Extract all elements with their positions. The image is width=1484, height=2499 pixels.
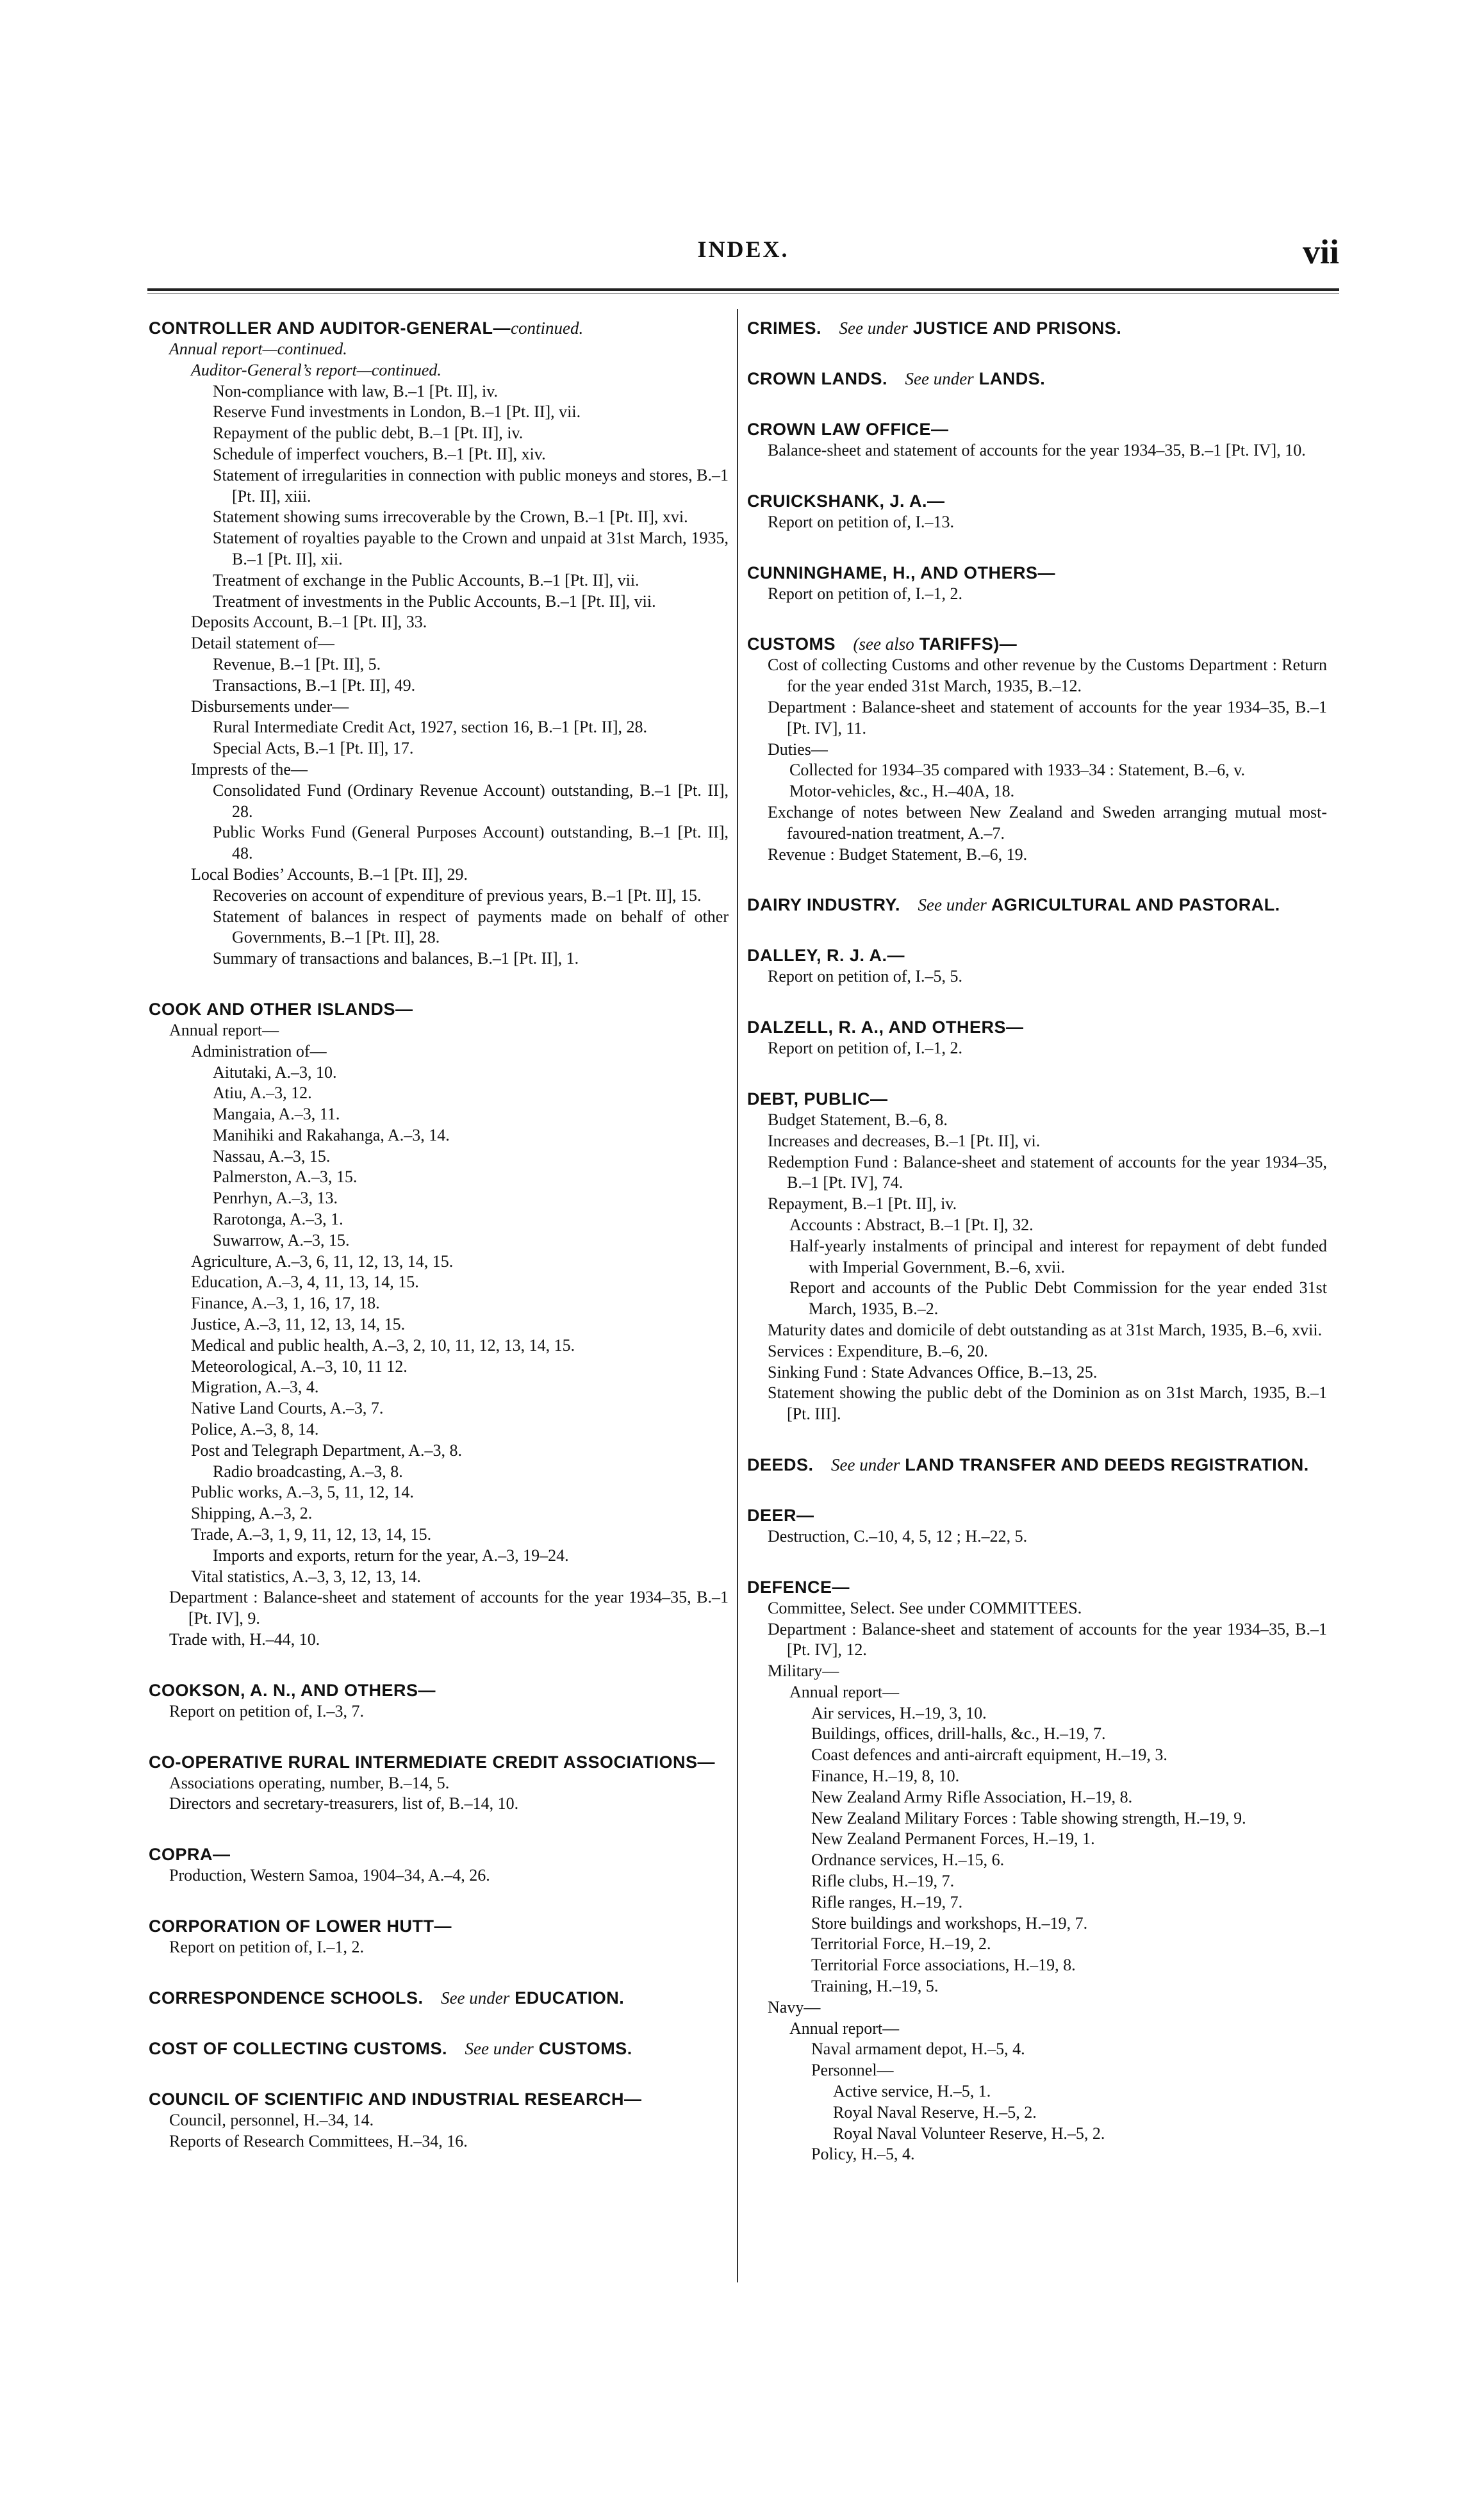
index-heading	[149, 999, 729, 1020]
index-heading	[149, 1752, 729, 1773]
index-heading	[747, 1505, 1327, 1526]
index-subentry: Statement showing the public debt of the Dominion as on 31st March, 1935, B.–1 [Pt. III].	[768, 1383, 1327, 1424]
index-subentry: Navy—	[768, 1997, 821, 2017]
index-heading	[747, 318, 1327, 339]
index-entry	[747, 1017, 1327, 1059]
index-subentry: Police, A.–3, 8, 14.	[191, 1420, 319, 1439]
index-subentry: Statement of irregularities in connection with public moneys and stores, B.–1 [Pt. II], xiii.	[213, 465, 729, 506]
index-subentry: Post and Telegraph Department, A.–3, 8.	[191, 1440, 463, 1460]
index-subentry: Revenue : Budget Statement, B.–6, 19.	[768, 845, 1028, 864]
index-subentry: Annual report—	[789, 2018, 900, 2038]
index-column-right	[747, 318, 1327, 2195]
index-subentry: Half-yearly instalments of principal and interest for repayment of debt funded with Imperial Government, B.–6, xvii.	[789, 1236, 1327, 1276]
index-entry	[149, 1680, 729, 1722]
index-entry	[149, 1752, 729, 1815]
index-subentry: Local Bodies’ Accounts, B.–1 [Pt. II], 29.	[191, 864, 468, 884]
index-subentry: Finance, H.–19, 8, 10.	[811, 1767, 960, 1786]
index-heading	[149, 318, 729, 339]
index-subentry: Vital statistics, A.–3, 3, 12, 13, 14.	[191, 1567, 421, 1586]
index-subentry: Associations operating, number, B.–14, 5.	[169, 1773, 450, 1792]
index-subentry: Imports and exports, return for the year, A.–3, 19–24.	[213, 1546, 569, 1565]
index-heading-text: CROWN LANDS.	[747, 369, 887, 388]
index-subentry: Detail statement of—	[191, 634, 334, 653]
index-heading	[149, 1988, 729, 2009]
index-subentry: Policy, H.–5, 4.	[811, 2145, 915, 2164]
index-heading-text: CONTROLLER AND AUDITOR-GENERAL—	[149, 318, 511, 338]
index-subentry: Buildings, offices, drill-halls, &c., H.–19, 7.	[811, 1724, 1106, 1744]
index-heading	[747, 945, 1327, 966]
index-heading	[747, 634, 1327, 655]
index-subentry: Balance-sheet and statement of accounts for the year 1934–35, B.–1 [Pt. IV], 10.	[768, 441, 1306, 459]
index-subentry: Radio broadcasting, A.–3, 8.	[213, 1462, 403, 1481]
index-heading	[747, 895, 1327, 916]
header-rule	[147, 288, 1339, 291]
index-subentry: Annual report—	[789, 1682, 900, 1701]
index-subentry: Repayment, B.–1 [Pt. II], iv.	[768, 1194, 957, 1214]
index-subentry: Non-compliance with law, B.–1 [Pt. II], iv.	[213, 381, 499, 400]
index-entry	[747, 318, 1327, 339]
index-subentry: Report on petition of, I.–13.	[768, 512, 955, 531]
index-subentry: Territorial Force associations, H.–19, 8.	[811, 1956, 1076, 1975]
index-subentry: Repayment of the public debt, B.–1 [Pt. II], iv.	[213, 424, 524, 443]
index-subentry: Store buildings and workshops, H.–19, 7.	[811, 1913, 1088, 1933]
index-subentry: Directors and secretary-treasurers, list of, B.–14, 10.	[169, 1794, 519, 1813]
index-heading-text: CO-OPERATIVE RURAL INTERMEDIATE CREDIT ASSOCIATIONS—	[149, 1752, 716, 1772]
index-subentry: Sinking Fund : State Advances Office, B.–13, 25.	[768, 1362, 1098, 1381]
index-subentry: Trade with, H.–44, 10.	[169, 1630, 320, 1649]
index-subentry: Military—	[768, 1662, 839, 1681]
index-subentry: Report on petition of, I.–1, 2.	[768, 1039, 963, 1058]
index-subentry: Native Land Courts, A.–3, 7.	[191, 1399, 384, 1418]
index-heading-text: COOKSON, A. N., AND OTHERS—	[149, 1680, 436, 1700]
index-subentry: Department : Balance-sheet and statement of accounts for the year 1934–35, B.–1 [Pt. IV], 12.	[768, 1619, 1327, 1660]
index-subentry: Penrhyn, A.–3, 13.	[213, 1189, 338, 1208]
index-subentry: Rarotonga, A.–3, 1.	[213, 1210, 343, 1229]
index-subentry: Royal Naval Reserve, H.–5, 2.	[833, 2102, 1037, 2122]
index-heading-text: CROWN LAW OFFICE—	[747, 420, 949, 439]
index-entry	[747, 1089, 1327, 1425]
index-subentry: Revenue, B.–1 [Pt. II], 5.	[213, 654, 381, 673]
cross-reference-note: See under	[831, 1455, 900, 1474]
index-subentry: Statement of royalties payable to the Crown and unpaid at 31st March, 1935, B.–1 [Pt. II], xii.	[213, 529, 729, 568]
index-subentry: Maturity dates and domicile of debt outstanding as at 31st March, 1935, B.–6, xvii.	[768, 1320, 1323, 1339]
index-heading-text: CRIMES.	[747, 318, 822, 338]
index-subentry: Annual report—	[169, 1020, 279, 1039]
index-subentry: Air services, H.–19, 3, 10.	[811, 1703, 987, 1722]
index-subentry: Duties—	[768, 739, 828, 759]
index-subentry: Migration, A.–3, 4.	[191, 1378, 319, 1397]
index-heading	[149, 1844, 729, 1865]
index-heading-text: CORPORATION OF LOWER HUTT—	[149, 1917, 452, 1936]
index-subentry: Justice, A.–3, 11, 12, 13, 14, 15.	[191, 1315, 406, 1334]
index-heading	[149, 2089, 729, 2110]
index-subentry: Transactions, B.–1 [Pt. II], 49.	[213, 675, 416, 695]
index-subentry: Report and accounts of the Public Debt Commission for the year ended 31st March, 1935, B.–2.	[789, 1278, 1327, 1319]
index-entry	[747, 563, 1327, 605]
cross-reference-target: EDUCATION.	[515, 1988, 625, 2008]
index-entry	[747, 634, 1327, 865]
index-heading-text: CORRESPONDENCE SCHOOLS.	[149, 1988, 424, 2008]
index-subentry: Agriculture, A.–3, 6, 11, 12, 13, 14, 15.	[191, 1251, 454, 1271]
index-heading-text: COST OF COLLECTING CUSTOMS.	[149, 2038, 448, 2058]
index-subentry: Rural Intermediate Credit Act, 1927, section 16, B.–1 [Pt. II], 28.	[213, 718, 648, 737]
index-heading-text: CUNNINGHAME, H., AND OTHERS—	[747, 563, 1056, 582]
index-subentry: Committee, Select. See under COMMITTEES.	[768, 1598, 1082, 1617]
index-heading-text: DEFENCE—	[747, 1577, 850, 1597]
index-subentry: Increases and decreases, B.–1 [Pt. II], vi.	[768, 1131, 1041, 1150]
index-subentry: Meteorological, A.–3, 10, 11 12.	[191, 1357, 408, 1376]
index-heading-text: COUNCIL OF SCIENTIFIC AND INDUSTRIAL RESEARCH—	[149, 2089, 642, 2109]
index-entry	[149, 2038, 729, 2059]
index-subentry: Naval armament depot, H.–5, 4.	[811, 2040, 1025, 2059]
index-subentry: Atiu, A.–3, 12.	[213, 1084, 312, 1103]
index-heading-text: DALZELL, R. A., AND OTHERS—	[747, 1018, 1024, 1037]
index-subentry: Ordnance services, H.–15, 6.	[811, 1851, 1005, 1870]
index-entry	[747, 419, 1327, 461]
index-entry	[149, 999, 729, 1651]
index-entry	[747, 491, 1327, 533]
index-subentry: Motor-vehicles, &c., H.–40A, 18.	[789, 782, 1015, 801]
cross-reference-note: See under	[441, 1988, 510, 2008]
index-heading	[149, 1680, 729, 1701]
cross-reference-target: LANDS.	[978, 369, 1046, 388]
index-subentry: Destruction, C.–10, 4, 5, 12 ; H.–22, 5.	[768, 1526, 1028, 1546]
index-subentry: Finance, A.–3, 1, 16, 17, 18.	[191, 1294, 380, 1313]
index-subentry: Shipping, A.–3, 2.	[191, 1504, 313, 1523]
index-subentry: Department : Balance-sheet and statement of accounts for the year 1934–35, B.–1 [Pt. IV], 9.	[169, 1588, 729, 1628]
cross-reference-note: See under	[918, 895, 987, 915]
index-subentry: Schedule of imperfect vouchers, B.–1 [Pt. II], xiv.	[213, 444, 546, 463]
cross-reference-note: See under	[839, 318, 908, 338]
cross-reference-target: TARIFFS)—	[919, 634, 1018, 654]
index-subentry: Rifle ranges, H.–19, 7.	[811, 1892, 963, 1911]
index-heading	[747, 1577, 1327, 1598]
index-subentry: Statement showing sums irrecoverable by the Crown, B.–1 [Pt. II], xvi.	[213, 507, 688, 527]
index-subentry: Annual report—continued.	[169, 340, 347, 358]
cross-reference-note: See under	[465, 2038, 534, 2058]
index-subentry: Exchange of notes between New Zealand and Sweden arranging mutual most-favoured-nation treatment, A.–7.	[768, 802, 1327, 843]
index-entry	[747, 1505, 1327, 1547]
index-subentry: Collected for 1934–35 compared with 1933–34 : Statement, B.–6, v.	[789, 761, 1246, 780]
index-column-left	[149, 318, 729, 2181]
index-heading	[747, 419, 1327, 440]
header-rule-thin	[147, 293, 1339, 294]
index-subentry: Recoveries on account of expenditure of previous years, B.–1 [Pt. II], 15.	[213, 886, 702, 905]
index-subentry: Budget Statement, B.–6, 8.	[768, 1110, 948, 1129]
index-entry	[149, 1988, 729, 2009]
index-subentry: Report on petition of, I.–1, 2.	[768, 584, 963, 603]
index-entry	[747, 1577, 1327, 2166]
page-title: INDEX.	[697, 236, 789, 262]
index-subentry: Report on petition of, I.–5, 5.	[768, 967, 963, 986]
index-subentry: Coast defences and anti-aircraft equipment, H.–19, 3.	[811, 1745, 1167, 1765]
cross-reference-target: JUSTICE AND PRISONS.	[912, 318, 1122, 338]
index-subentry: Deposits Account, B.–1 [Pt. II], 33.	[191, 613, 427, 632]
index-subentry: Treatment of exchange in the Public Accounts, B.–1 [Pt. II], vii.	[213, 570, 639, 590]
index-heading	[747, 1455, 1327, 1476]
cross-reference-target: CUSTOMS.	[538, 2038, 632, 2058]
index-subentry: Nassau, A.–3, 15.	[213, 1146, 331, 1166]
index-entry	[149, 1844, 729, 1886]
index-subentry: Reserve Fund investments in London, B.–1 [Pt. II], vii.	[213, 402, 581, 422]
index-heading	[747, 1017, 1327, 1038]
index-subentry: Department : Balance-sheet and statement of accounts for the year 1934–35, B.–1 [Pt. IV], 11.	[768, 697, 1327, 738]
index-subentry: Active service, H.–5, 1.	[833, 2082, 991, 2101]
cross-reference-target: LAND TRANSFER AND DEEDS REGISTRATION.	[905, 1455, 1309, 1474]
index-heading-text: COOK AND OTHER ISLANDS—	[149, 999, 413, 1019]
index-subentry: Cost of collecting Customs and other revenue by the Customs Department : Return for the year ended 31st March, 1935, B.–12.	[768, 656, 1327, 696]
index-entry	[747, 895, 1327, 916]
index-subentry: Territorial Force, H.–19, 2.	[811, 1934, 991, 1954]
index-heading	[747, 1089, 1327, 1110]
index-heading-text: DEBT, PUBLIC—	[747, 1089, 888, 1109]
index-subentry: Public Works Fund (General Purposes Account) outstanding, B.–1 [Pt. II], 48.	[213, 823, 729, 863]
index-subentry: Aitutaki, A.–3, 10.	[213, 1062, 337, 1082]
index-subentry: Accounts : Abstract, B.–1 [Pt. I], 32.	[789, 1215, 1034, 1234]
index-heading-text: CUSTOMS	[747, 634, 836, 654]
index-heading-text: DAIRY INDUSTRY.	[747, 895, 901, 915]
page-header	[147, 232, 1339, 277]
page-number: vii	[1302, 233, 1339, 271]
index-subentry: Council, personnel, H.–34, 14.	[169, 2110, 374, 2129]
index-subentry: Statement of balances in respect of payments made on behalf of other Governments, B.–1 [Pt. II], 28.	[213, 907, 729, 947]
index-subentry: Production, Western Samoa, 1904–34, A.–4, 26.	[169, 1866, 490, 1885]
index-subentry: Public works, A.–3, 5, 11, 12, 14.	[191, 1483, 414, 1502]
index-subentry: Trade, A.–3, 1, 9, 11, 12, 13, 14, 15.	[191, 1525, 432, 1544]
index-subentry: Medical and public health, A.–3, 2, 10, 11, 12, 13, 14, 15.	[191, 1335, 575, 1355]
index-subentry: Personnel—	[811, 2061, 894, 2080]
cross-reference-target: AGRICULTURAL AND PASTORAL.	[991, 895, 1280, 915]
cross-reference-note: (see also	[853, 634, 914, 654]
index-subentry: Report on petition of, I.–1, 2.	[169, 1938, 365, 1956]
index-subentry: Manihiki and Rakahanga, A.–3, 14.	[213, 1125, 450, 1144]
index-subentry: Treatment of investments in the Public Accounts, B.–1 [Pt. II], vii.	[213, 591, 656, 611]
index-subentry: New Zealand Permanent Forces, H.–19, 1.	[811, 1829, 1095, 1849]
index-entry	[149, 318, 729, 969]
index-subentry: Education, A.–3, 4, 11, 13, 14, 15.	[191, 1273, 419, 1292]
index-subentry: Palmerston, A.–3, 15.	[213, 1167, 358, 1187]
index-heading-text: CRUICKSHANK, J. A.—	[747, 491, 945, 511]
index-subentry: Imprests of the—	[191, 759, 308, 779]
index-subentry: Auditor-General’s report—continued.	[191, 360, 441, 379]
index-entry	[747, 1455, 1327, 1476]
index-subentry: Report on petition of, I.–3, 7.	[169, 1701, 365, 1720]
index-heading	[149, 1916, 729, 1937]
index-subentry: Reports of Research Committees, H.–34, 16.	[169, 2131, 468, 2150]
index-subentry: Royal Naval Volunteer Reserve, H.–5, 2.	[833, 2124, 1105, 2143]
index-heading	[149, 2038, 729, 2059]
index-heading-text: DALLEY, R. J. A.—	[747, 946, 905, 966]
index-heading-continued: continued.	[510, 318, 584, 338]
index-subentry: Mangaia, A.–3, 11.	[213, 1105, 340, 1124]
index-subentry: New Zealand Army Rifle Association, H.–19, 8.	[811, 1787, 1133, 1806]
index-heading-text: DEER—	[747, 1505, 814, 1525]
index-heading-text: DEEDS.	[747, 1455, 814, 1474]
index-heading-text: COPRA—	[149, 1845, 231, 1865]
index-subentry: Redemption Fund : Balance-sheet and statement of accounts for the year 1934–35, B.–1 [Pt. IV], 74.	[768, 1152, 1327, 1192]
index-entry	[149, 1916, 729, 1958]
index-entry	[747, 368, 1327, 390]
column-divider	[737, 309, 738, 2282]
index-subentry: Disbursements under—	[191, 697, 349, 716]
index-subentry: Rifle clubs, H.–19, 7.	[811, 1872, 955, 1891]
index-subentry: New Zealand Military Forces : Table showing strength, H.–19, 9.	[811, 1808, 1246, 1827]
index-entry	[149, 2089, 729, 2152]
index-subentry: Services : Expenditure, B.–6, 20.	[768, 1341, 988, 1360]
index-subentry: Summary of transactions and balances, B.–1 [Pt. II], 1.	[213, 949, 579, 968]
index-subentry: Administration of—	[191, 1041, 327, 1060]
index-subentry: Consolidated Fund (Ordinary Revenue Account) outstanding, B.–1 [Pt. II], 28.	[213, 780, 729, 821]
index-heading	[747, 368, 1327, 390]
index-subentry: Training, H.–19, 5.	[811, 1977, 939, 1996]
index-subentry: Suwarrow, A.–3, 15.	[213, 1230, 350, 1250]
index-heading	[747, 491, 1327, 512]
index-heading	[747, 563, 1327, 584]
cross-reference-note: See under	[905, 369, 974, 388]
index-entry	[747, 945, 1327, 987]
index-subentry: Special Acts, B.–1 [Pt. II], 17.	[213, 739, 414, 758]
